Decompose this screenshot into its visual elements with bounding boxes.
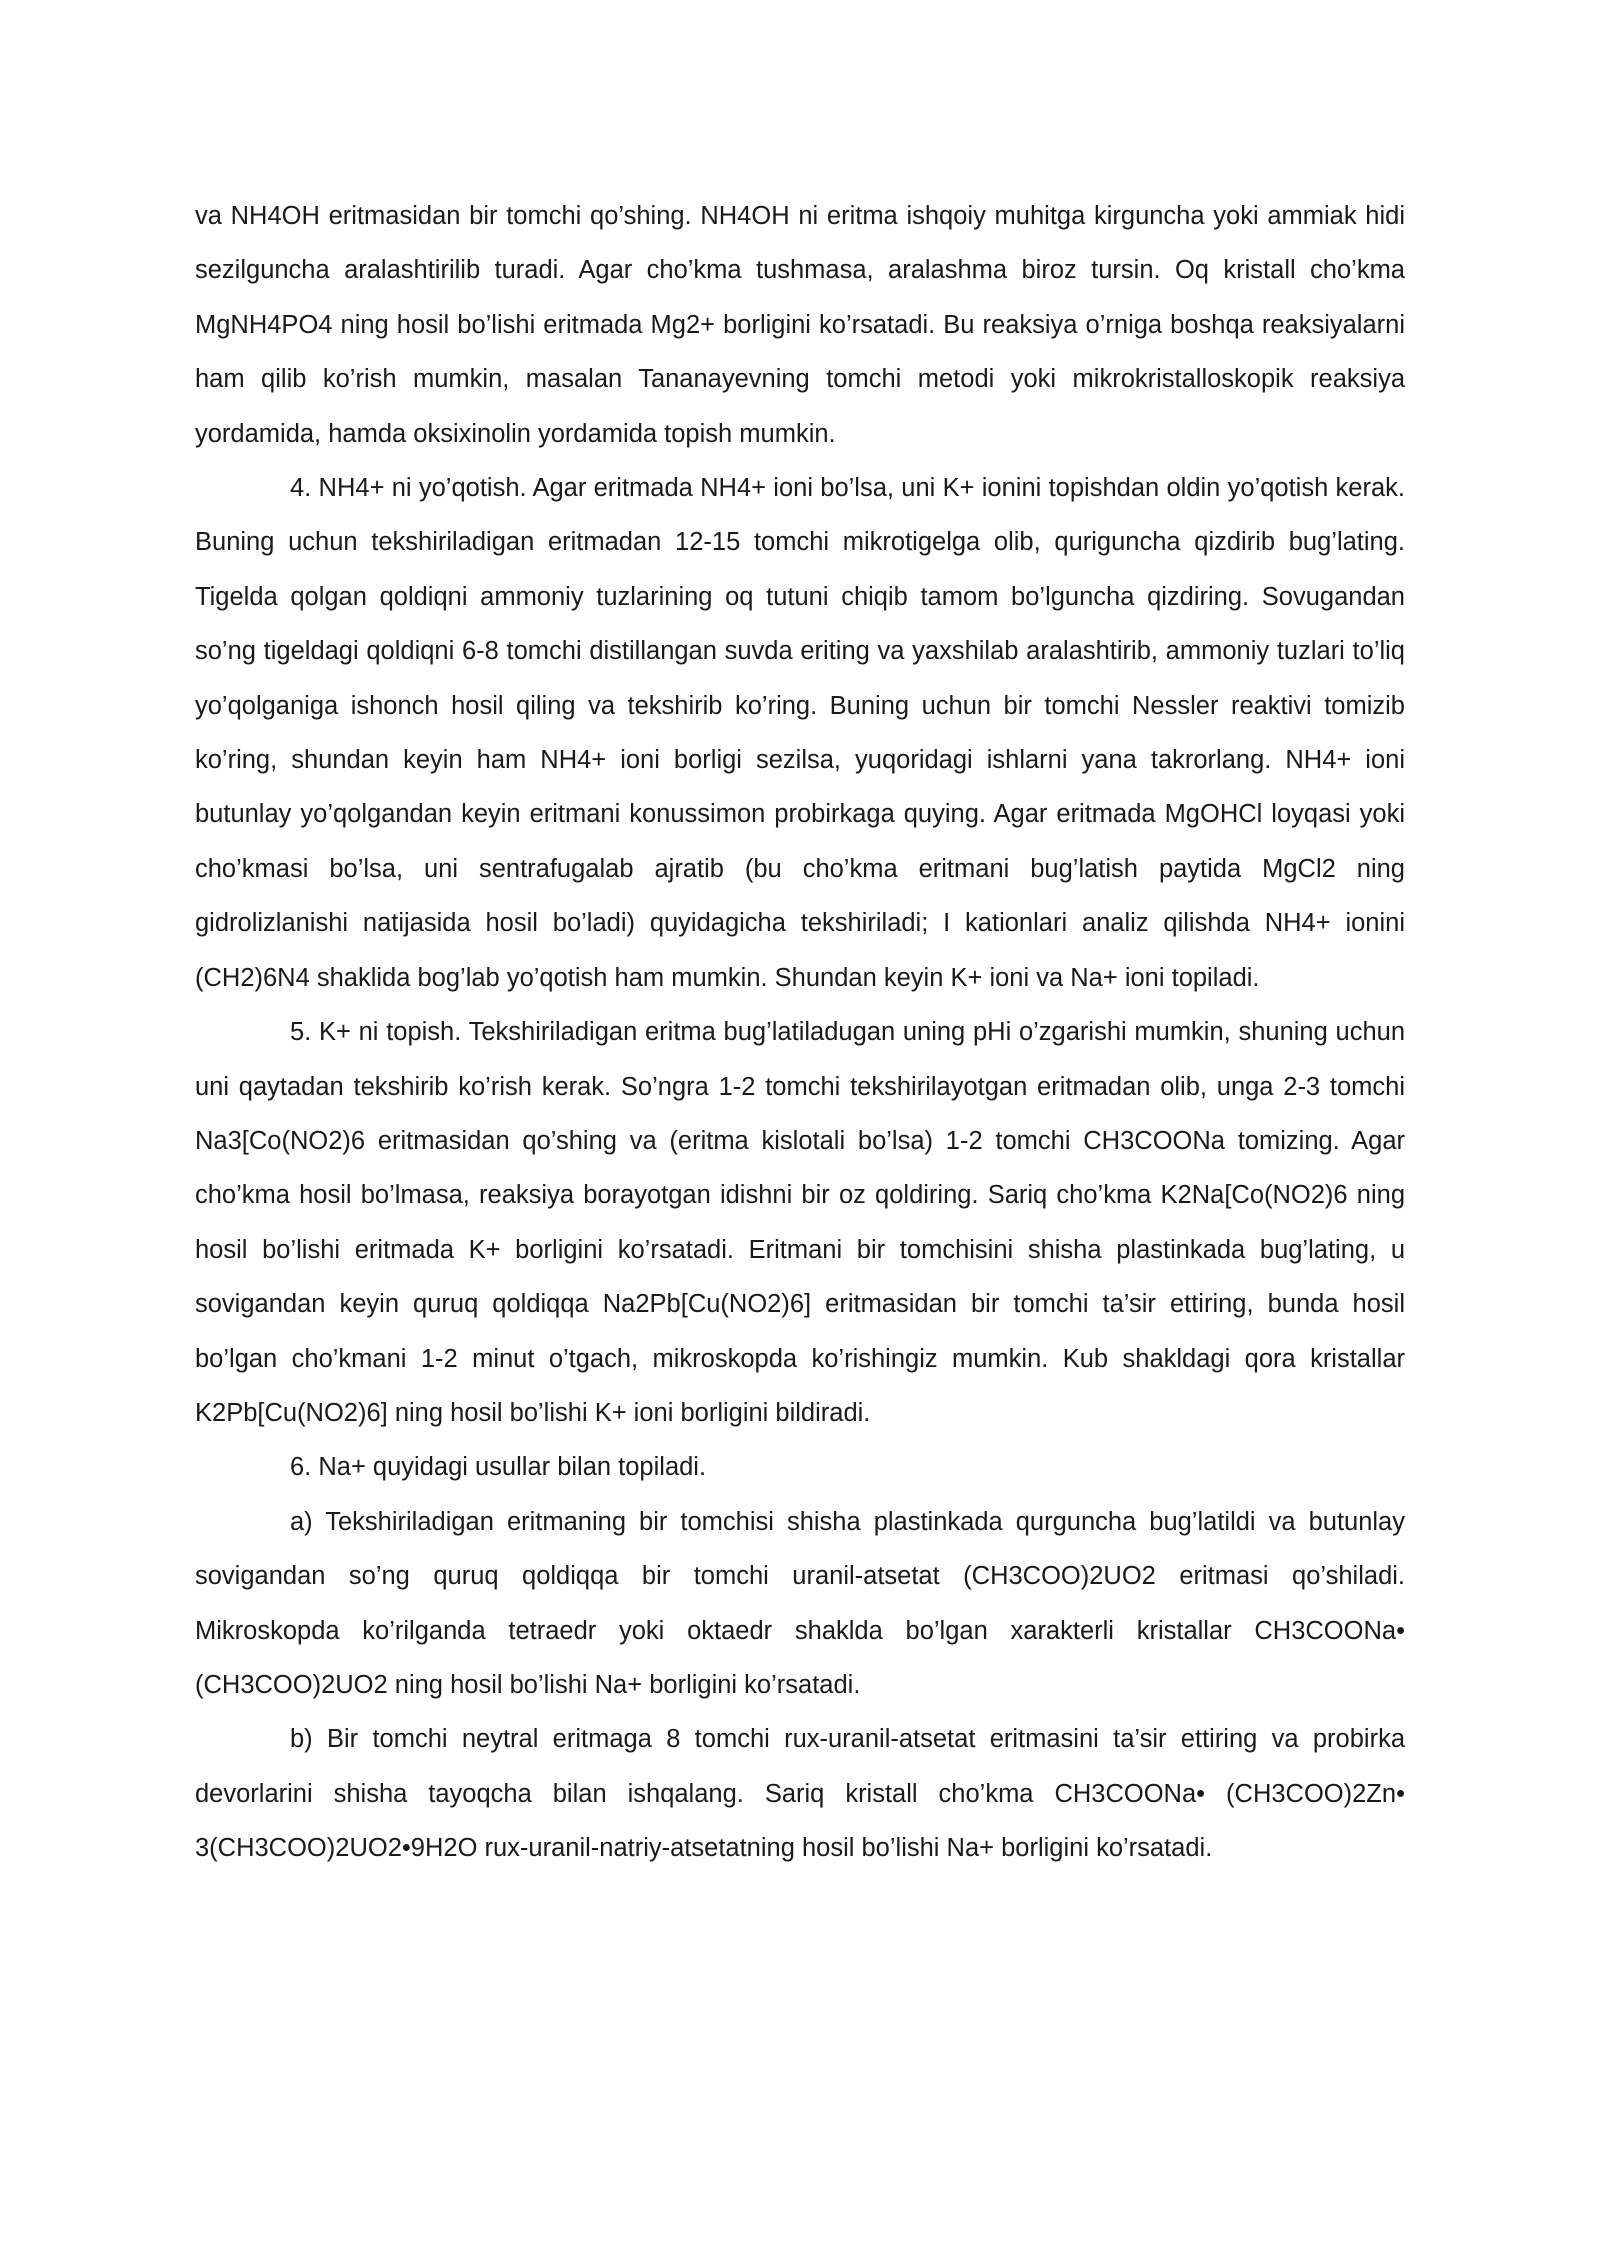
paragraph-na-methods-heading: 6. Na+ quyidagi usullar bilan topiladi. <box>290 1453 707 1482</box>
document-body <box>195 189 1405 1876</box>
paragraph-na-method-b: b) Bir tomchi neytral eritmaga 8 tomchi rux-uranil-atsetat eritmasini ta’sir ettiring va probirka devorlarini shisha tayoqcha bilan ishqalang. Sariq kristall cho’kma CH3COONa• (CH3COO)2Zn• 3(CH3COO)2UO2•9H2O rux-uranil-natriy-atsetatning hosil bo’lishi Na+ borligini ko’rsatadi. <box>195 1725 1405 1863</box>
paragraph-mg-detection: va NH4OH eritmasidan bir tomchi qo’shing. NH4OH ni eritma ishqoiy muhitga kirguncha yoki ammiak hidi sezilguncha aralashtirilib turadi. Agar cho’kma tushmasa, aralashma biroz tursin. Oq kristall cho’kma MgNH4PO4 ning hosil bo’lishi eritmada Mg2+ borligini ko’rsatadi. Bu reaksiya o’rniga boshqa reaksiyalarni ham qilib ko’rish mumkin, masalan Tananayevning tomchi metodi yoki mikrokristalloskopik reaksiya yordamida, hamda oksixinolin yordamida topish mumkin. <box>195 202 1405 448</box>
paragraph-na-method-a: a) Tekshiriladigan eritmaning bir tomchisi shisha plastinkada qurguncha bug’latildi va butunlay sovigandan so’ng quruq qoldiqqa bir tomchi uranil-atsetat (CH3COO)2UO2 eritmasi qo’shiladi. Mikroskopda ko’rilganda tetraedr yoki oktaedr shaklda bo’lgan xarakterli kristallar CH3COONa• (CH3COO)2UO2 ning hosil bo’lishi Na+ borligini ko’rsatadi. <box>195 1507 1405 1699</box>
paragraph-nh4-removal: 4. NH4+ ni yo’qotish. Agar eritmada NH4+ ioni bo’lsa, uni K+ ionini topishdan oldin yo’qotish kerak. Buning uchun tekshiriladigan eritmadan 12-15 tomchi mikrotigelga olib, quriguncha qizdirib bug’lating. Tigelda qolgan qoldiqni ammoniy tuzlarining oq tutuni chiqib tamom bo’lguncha qizdiring. Sovugandan so’ng tigeldagi qoldiqni 6-8 tomchi distillangan suvda eriting va yaxshilab aralashtirib, ammoniy tuzlari to’liq yo’qolganiga ishonch hosil qiling va tekshirib ko’ring. Buning uchun bir tomchi Nessler reaktivi tomizib ko’ring, shundan keyin ham NH4+ ioni borligi sezilsa, yuqoridagi ishlarni yana takrorlang. NH4+ ioni butunlay yo’qolgandan keyin eritmani konussimon probirkaga quying. Agar eritmada MgOHCl loyqasi yoki cho’kmasi bo’lsa, uni sentrafugalab ajratib (bu cho’kma eritmani bug’latish paytida MgCl2 ning gidrolizlanishi natijasida hosil bo’ladi) quyidagicha tekshiriladi; I kationlari analiz qilishda NH4+ ionini (CH2)6N4 shaklida bog’lab yo’qotish ham mumkin. Shundan keyin K+ ioni va Na+ ioni topiladi. <box>195 474 1405 992</box>
paragraph-k-detection: 5. K+ ni topish. Tekshiriladigan eritma bug’latiladugan uning pHi o’zgarishi mumkin, shuning uchun uni qaytadan tekshirib ko’rish kerak. So’ngra 1-2 tomchi tekshirilayotgan eritmadan olib, unga 2-3 tomchi Na3[Co(NO2)6 eritmasidan qo’shing va (eritma kislotali bo’lsa) 1-2 tomchi CH3COONa tomizing. Agar cho’kma hosil bo’lmasa, reaksiya borayotgan idishni bir oz qoldiring. Sariq cho’kma K2Na[Co(NO2)6 ning hosil bo’lishi eritmada K+ borligini ko’rsatadi. Eritmani bir tomchisini shisha plastinkada bug’lating, u sovigandan keyin quruq qoldiqqa Na2Pb[Cu(NO2)6] eritmasidan bir tomchi ta’sir ettiring, bunda hosil bo’lgan cho’kmani 1-2 minut o’tgach, mikroskopda ko’rishingiz mumkin. Kub shakldagi qora kristallar K2Pb[Cu(NO2)6] ning hosil bo’lishi K+ ioni borligini bildiradi. <box>195 1018 1405 1427</box>
